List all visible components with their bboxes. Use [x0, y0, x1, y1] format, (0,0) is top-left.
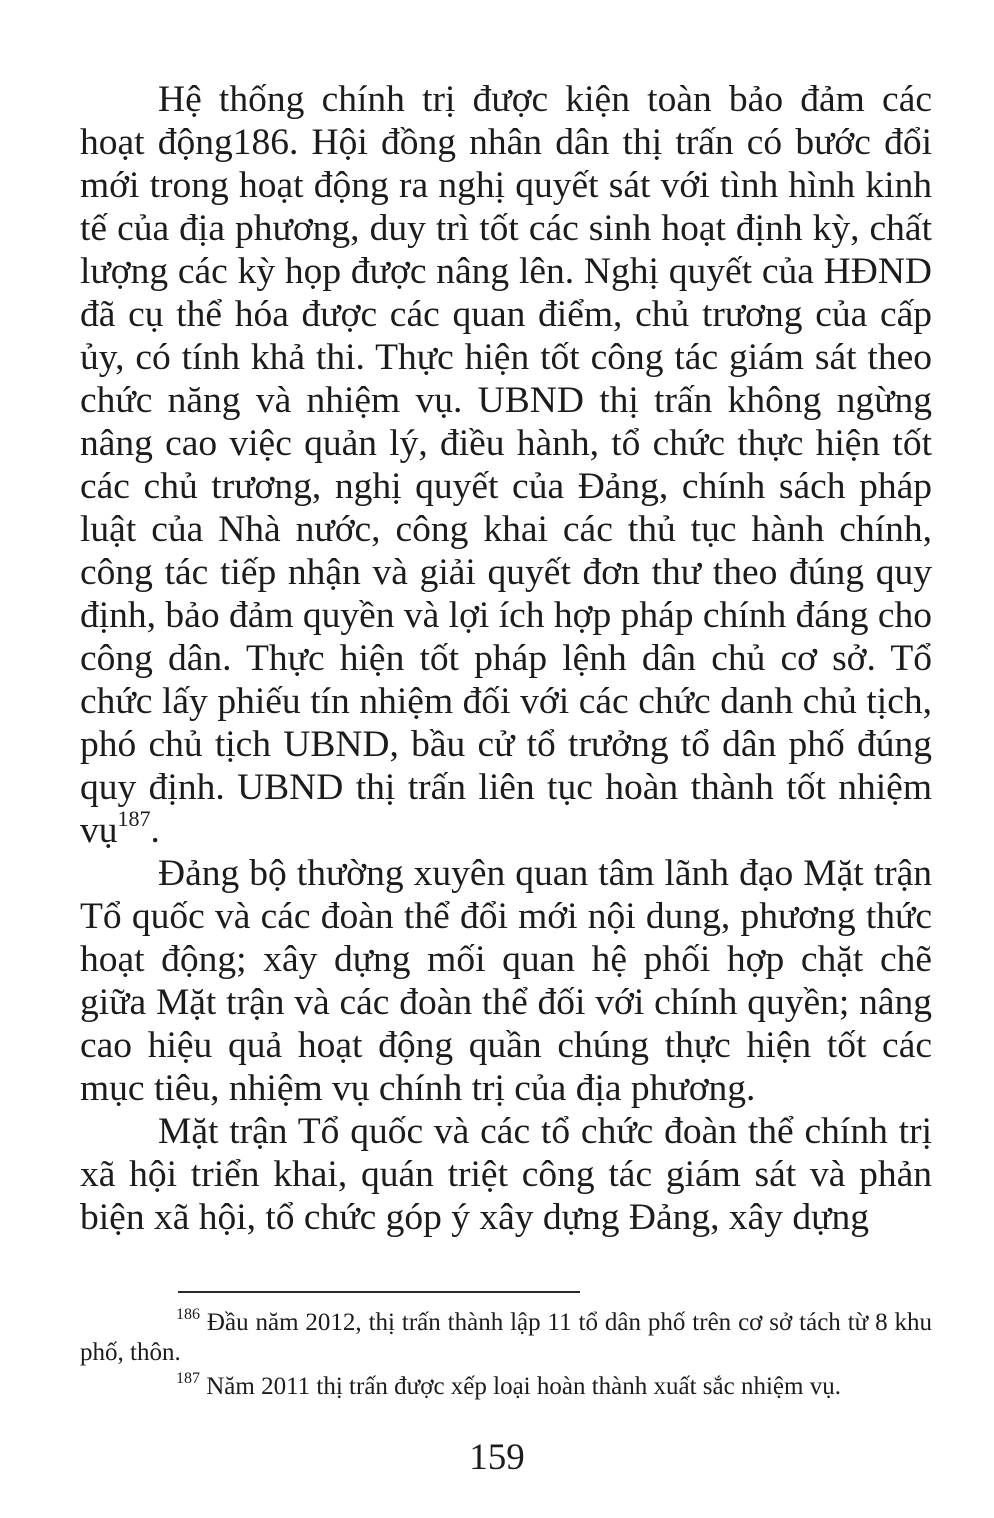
- footnote-number: 187: [176, 1370, 200, 1387]
- page-number: 159: [469, 1437, 525, 1478]
- footnotes: [80, 1308, 932, 1406]
- paragraph-fatherland-front: Đảng bộ thường xuyên quan tâm lãnh đạo Mặt trận Tổ quốc và các đoàn thể đổi mới nội dung, phương thức hoạt động; xây dựng mối quan hệ phối hợp chặt chẽ giữa Mặt trận và các đoàn thể đối với chính quyền; nâng cao hiệu quả hoạt động quần chúng thực hiện tốt các mục tiêu, nhiệm vụ chính trị của địa phương.: [80, 853, 932, 1109]
- footnote-separator: [178, 1291, 580, 1293]
- footnote-text: Năm 2011 thị trấn được xếp loại hoàn thành xuất sắc nhiệm vụ.: [206, 1373, 841, 1400]
- paragraph-tail: .: [150, 810, 160, 851]
- footnote-reference[interactable]: 187: [117, 806, 151, 831]
- footnote-187: [80, 1372, 932, 1402]
- footnote-186: [80, 1308, 932, 1368]
- paragraph-social-organizations: Mặt trận Tổ quốc và các tổ chức đoàn thể chính trị xã hội triển khai, quán triệt công tác giám sát và phản biện xã hội, tổ chức góp ý xây dựng Đảng, xây dựng: [80, 1111, 932, 1238]
- main-text: [80, 78, 932, 1239]
- paragraph-political-system: [80, 78, 932, 852]
- footnote-text: Đầu năm 2012, thị trấn thành lập 11 tổ dân phố trên cơ sở tách từ 8 khu phố, thôn.: [80, 1309, 933, 1366]
- footnote-number: 186: [176, 1306, 200, 1323]
- paragraph-text: Hệ thống chính trị được kiện toàn bảo đảm các hoạt động186. Hội đồng nhân dân thị trấn có bước đổi mới trong hoạt động ra nghị quyết sát với tình hình kinh tế của địa phương, duy trì tốt các sinh hoạt định kỳ, chất lượng các kỳ họp được nâng lên. Nghị quyết của HĐND đã cụ thể hóa được các quan điểm, chủ trương của cấp ủy, có tính khả thi. Thực hiện tốt công tác giám sát theo chức năng và nhiệm vụ. UBND thị trấn không ngừng nâng cao việc quản lý, điều hành, tổ chức thực hiện tốt các chủ trương, nghị quyết của Đảng, chính sách pháp luật của Nhà nước, công khai các thủ tục hành chính, công tác tiếp nhận và giải quyết đơn thư theo đúng quy định, bảo đảm quyền và lợi ích hợp pháp chính đáng cho công dân. Thực hiện tốt pháp lệnh dân chủ cơ sở. Tổ chức lấy phiếu tín nhiệm đối với các chức danh chủ tịch, phó chủ tịch UBND, bầu cử tổ trưởng tổ dân phố đúng quy định. UBND thị trấn liên tục hoàn thành tốt nhiệm vụ: [80, 79, 932, 851]
